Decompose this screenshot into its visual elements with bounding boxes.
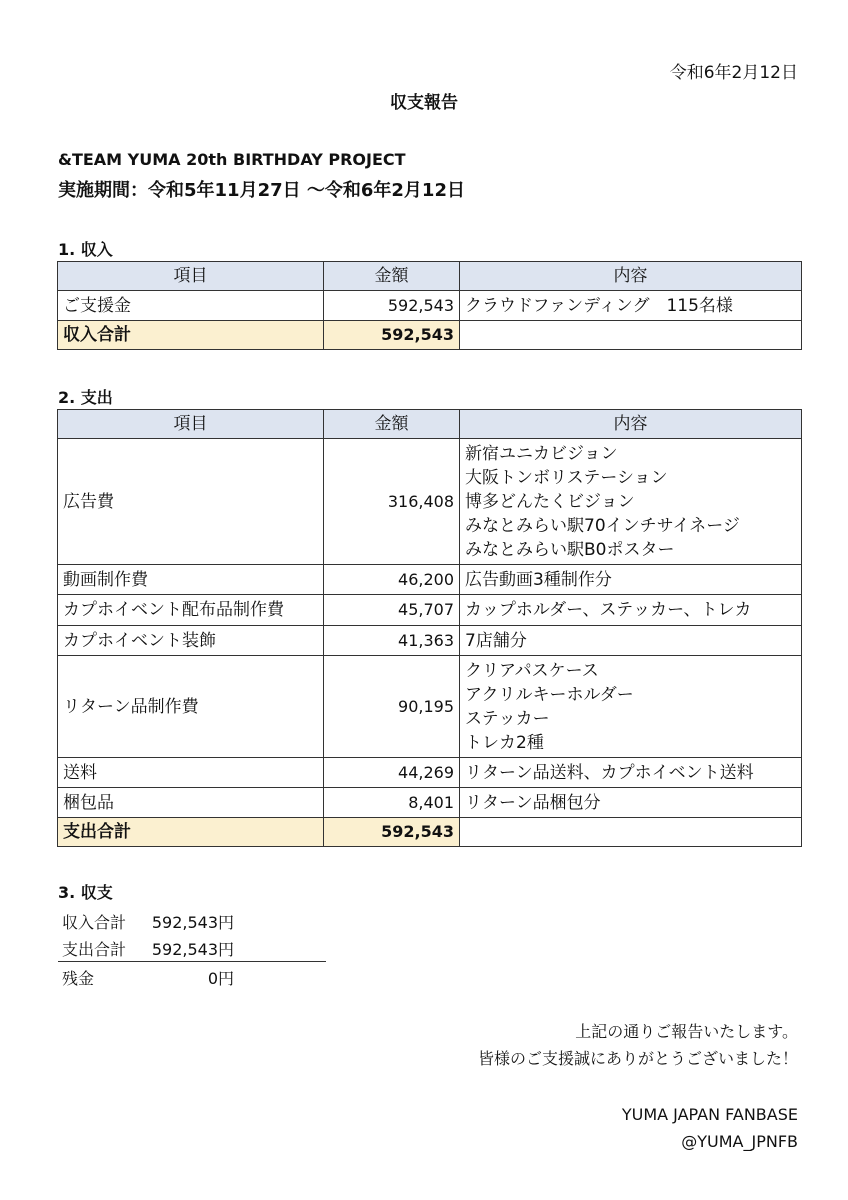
content-line: クリアパスケース <box>465 660 599 681</box>
item-cell: ご支援金 <box>58 291 324 321</box>
content-line: 博多どんたくビジョン <box>465 491 635 512</box>
amount-cell: 46,200 <box>324 565 460 595</box>
balance-remaining-label: 残金 <box>62 969 95 988</box>
amount-cell: 8,401 <box>324 788 460 818</box>
content-line: 7店舗分 <box>465 630 527 651</box>
income-heading: 1. 収入 <box>58 240 113 259</box>
total-content-cell <box>460 321 802 350</box>
amount-cell: 44,269 <box>324 758 460 788</box>
report-date: 令和6年2月12日 <box>669 63 798 83</box>
expense-table <box>57 409 802 847</box>
item-cell: カプホイベント配布品制作費 <box>58 595 324 626</box>
amount-cell: 316,408 <box>324 439 460 565</box>
page-title: 収支報告 <box>390 93 458 113</box>
column-header-content: 内容 <box>460 410 802 439</box>
total-label: 収入合計 <box>58 321 324 350</box>
content-line: ステッカー <box>465 708 550 729</box>
content-cell <box>460 656 802 758</box>
table-row <box>58 439 802 565</box>
content-line: リターン品送料、カプホイベント送料 <box>465 762 754 783</box>
income-header-row <box>58 262 802 291</box>
balance-income-value: 592,543円 <box>151 913 234 932</box>
balance-heading: 3. 収支 <box>58 883 113 902</box>
amount-cell: 592,543 <box>324 291 460 321</box>
project-period: 実施期間：令和5年11月27日 〜令和6年2月12日 <box>58 180 465 201</box>
signature-name: YUMA JAPAN FANBASE <box>621 1105 798 1124</box>
amount-cell: 41,363 <box>324 626 460 656</box>
total-label: 支出合計 <box>58 818 324 847</box>
item-cell: カプホイベント装飾 <box>58 626 324 656</box>
expense-total-row <box>58 818 802 847</box>
content-cell <box>460 758 802 788</box>
column-header-amount: 金額 <box>324 262 460 291</box>
total-amount: 592,543 <box>324 818 460 847</box>
column-header-item: 項目 <box>58 410 324 439</box>
closing-line-1: 上記の通りご報告いたします。 <box>575 1022 798 1041</box>
item-cell: 送料 <box>58 758 324 788</box>
content-line: アクリルキーホルダー <box>465 684 634 705</box>
project-name: &TEAM YUMA 20th BIRTHDAY PROJECT <box>58 150 406 169</box>
column-header-amount: 金額 <box>324 410 460 439</box>
content-line: カップホルダー、ステッカー、トレカ <box>465 600 752 620</box>
signature-handle: @YUMA_JPNFB <box>681 1132 798 1151</box>
balance-remaining-value: 0円 <box>207 969 234 988</box>
content-cell: クラウドファンディング 115名様 <box>460 291 802 321</box>
content-cell <box>460 565 802 595</box>
content-line: トレカ2種 <box>465 732 544 753</box>
closing-line-2: 皆様のご支援誠にありがとうございました！ <box>477 1049 798 1068</box>
column-header-content: 内容 <box>460 262 802 291</box>
item-cell: 梱包品 <box>58 788 324 818</box>
balance-divider <box>58 961 326 962</box>
table-row <box>58 656 802 758</box>
table-row <box>58 788 802 818</box>
balance-remaining-line <box>62 966 234 989</box>
content-cell <box>460 626 802 656</box>
income-total-row <box>58 321 802 350</box>
table-row <box>58 291 802 321</box>
content-cell <box>460 439 802 565</box>
balance-income-label: 収入合計 <box>62 913 127 932</box>
content-line: 広告動画3種制作分 <box>465 569 612 590</box>
expense-heading: 2. 支出 <box>58 388 113 407</box>
content-line: みなとみらい駅70インチサイネージ <box>465 515 740 536</box>
balance-expense-label: 支出合計 <box>62 940 127 959</box>
table-row <box>58 626 802 656</box>
expense-header-row <box>58 410 802 439</box>
item-cell: 広告費 <box>58 439 324 565</box>
income-table <box>57 261 802 350</box>
item-cell: リターン品制作費 <box>58 656 324 758</box>
balance-income-line <box>62 910 234 933</box>
amount-cell: 90,195 <box>324 656 460 758</box>
content-line: みなとみらい駅B0ポスター <box>465 539 675 560</box>
table-row <box>58 565 802 595</box>
content-line: 新宿ユニカビジョン <box>465 443 618 464</box>
table-row <box>58 758 802 788</box>
balance-expense-value: 592,543円 <box>151 940 234 959</box>
total-amount: 592,543 <box>324 321 460 350</box>
content-line: リターン品梱包分 <box>465 792 601 813</box>
content-cell <box>460 788 802 818</box>
item-cell: 動画制作費 <box>58 565 324 595</box>
content-cell <box>460 595 802 626</box>
content-line: 大阪トンボリステーション <box>465 467 668 488</box>
total-content-cell <box>460 818 802 847</box>
column-header-item: 項目 <box>58 262 324 291</box>
amount-cell: 45,707 <box>324 595 460 626</box>
table-row <box>58 595 802 626</box>
balance-expense-line <box>62 937 234 960</box>
